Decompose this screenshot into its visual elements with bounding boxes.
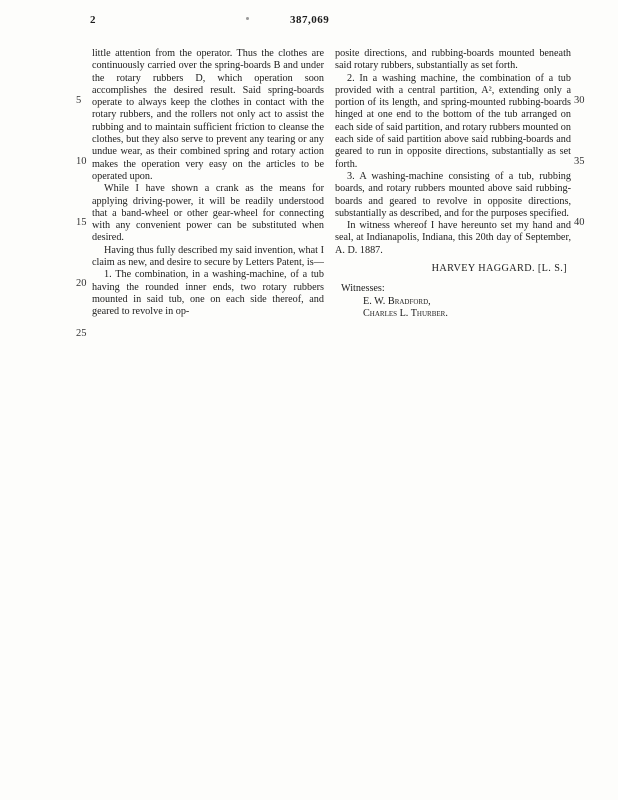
claim-2: 2. In a washing machine, the combination of a tub provided with a central partition, A², extending only a portion of its length, and spring-mounted rubbing-boards hinged at one end to the bottom of the tub arranged on each side of said partition, and rotary rubbers mounted on each side of said partition above said rubbing-boards and geared to run in opposite directions, substantially as set forth.: [335, 72, 571, 170]
claim-1: 1. The combination, in a washing-machine, of a tub having the rounded inner ends, two rotary rubbers mounted in said tub, one on each side thereof, and geared to revolve in op-: [92, 269, 324, 318]
claim-3: 3. A washing-machine consisting of a tub, rubbing boards, and rotary rubbers mounted above said rubbing-boards and geared to revolve in opposite directions, substantially as described, and for the purposes specified.: [335, 170, 571, 219]
line-number: 20: [76, 278, 87, 289]
left-paragraph-2: While I have shown a crank as the means for applying driving-power, it will be readily understood that a band-wheel or other gear-wheel for connecting with any convenient power can be substituted when desired.: [92, 183, 324, 244]
patent-number: 387,069: [290, 14, 330, 26]
line-number: 35: [574, 156, 585, 167]
signer-name: HARVEY HAGGARD. [L. S.]: [431, 263, 567, 275]
page-speck: [246, 17, 249, 20]
witness-clause: In witness whereof I have hereunto set my hand and seal, at Indianapolis, Indiana, this 20th day of September, A. D. 1887.: [335, 220, 571, 256]
witnesses-label: Witnesses:: [341, 283, 385, 295]
line-number: 15: [76, 217, 87, 228]
line-number: 40: [574, 217, 585, 228]
witness-name-1: E. W. Bradford,: [363, 295, 431, 307]
left-column: [92, 48, 324, 319]
line-number: 5: [76, 95, 82, 106]
witness-name-2: Charles L. Thurber.: [363, 307, 448, 319]
page-number: 2: [90, 14, 96, 26]
line-number: 10: [76, 156, 87, 167]
left-paragraph-3: Having thus fully described my said invention, what I claim as new, and desire to secure by Letters Patent, is—: [92, 244, 324, 269]
line-number: 25: [76, 328, 87, 339]
claim-1-continued: posite directions, and rubbing-boards mounted beneath said rotary rubbers, substantially as set forth.: [335, 48, 571, 72]
left-paragraph-1: little attention from the operator. Thus the clothes are continuously carried over the spring-boards B and under the rotary rubbers D, which operation soon accomplishes the desired result. Said spring-boards operate to always keep the clothes in contact with the rotary rubbers, and the rollers not only act to assist the rubbing and to maintain sufficient friction to cleanse the clothes, but they also serve to prevent any tearing or any undue wear, as their combined spring and rotary action makes the operation very easy on the articles to be operated upon.: [92, 48, 324, 182]
right-column: [335, 48, 571, 320]
line-number: 30: [574, 95, 585, 106]
